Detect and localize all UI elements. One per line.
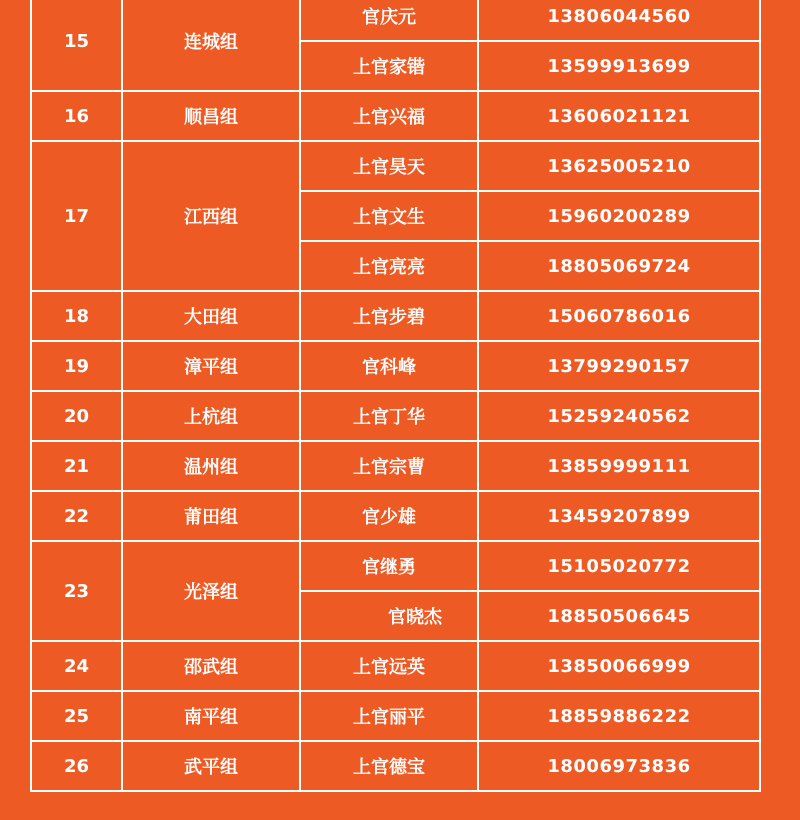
- contact-name: 官科峰: [300, 341, 478, 391]
- contact-name: 官继勇: [300, 541, 478, 591]
- contact-name: 上官丽平: [300, 691, 478, 741]
- table-row: [31, 691, 760, 741]
- table-row: [31, 0, 760, 41]
- contact-phone: 13606021121: [478, 91, 760, 141]
- table-row: [31, 441, 760, 491]
- contact-name: 官庆元: [300, 0, 478, 41]
- group-name: 邵武组: [122, 641, 300, 691]
- table-row: [31, 491, 760, 541]
- contact-phone: 15105020772: [478, 541, 760, 591]
- group-number: 18: [31, 291, 122, 341]
- contact-name: 上官亮亮: [300, 241, 478, 291]
- contact-name: 上官远英: [300, 641, 478, 691]
- contact-phone: 15060786016: [478, 291, 760, 341]
- contact-name: 官晓杰: [300, 591, 478, 641]
- table-row: [31, 341, 760, 391]
- contact-name: 上官丁华: [300, 391, 478, 441]
- group-number: 17: [31, 141, 122, 291]
- contact-table-body: [31, 0, 760, 791]
- contact-phone: 18850506645: [478, 591, 760, 641]
- group-number: 24: [31, 641, 122, 691]
- table-row: [31, 541, 760, 591]
- contact-name: 上官德宝: [300, 741, 478, 791]
- contact-table: [30, 0, 761, 792]
- group-name: 温州组: [122, 441, 300, 491]
- contact-phone: 18006973836: [478, 741, 760, 791]
- group-number: 15: [31, 0, 122, 91]
- table-row: [31, 741, 760, 791]
- contact-phone: 18859886222: [478, 691, 760, 741]
- contact-phone: 13859999111: [478, 441, 760, 491]
- contact-phone: 13459207899: [478, 491, 760, 541]
- group-number: 26: [31, 741, 122, 791]
- group-number: 20: [31, 391, 122, 441]
- group-name: 上杭组: [122, 391, 300, 441]
- contact-phone: 15259240562: [478, 391, 760, 441]
- contact-phone: 13806044560: [478, 0, 760, 41]
- table-row: [31, 391, 760, 441]
- group-number: 22: [31, 491, 122, 541]
- table-row: [31, 641, 760, 691]
- group-number: 25: [31, 691, 122, 741]
- contact-name: 上官步碧: [300, 291, 478, 341]
- group-name: 连城组: [122, 0, 300, 91]
- table-row: [31, 141, 760, 191]
- group-number: 16: [31, 91, 122, 141]
- group-name: 南平组: [122, 691, 300, 741]
- group-name: 光泽组: [122, 541, 300, 641]
- contact-name: 上官文生: [300, 191, 478, 241]
- group-name: 大田组: [122, 291, 300, 341]
- contact-phone: 13599913699: [478, 41, 760, 91]
- group-number: 19: [31, 341, 122, 391]
- table-row: [31, 91, 760, 141]
- contact-phone: 13625005210: [478, 141, 760, 191]
- contact-name: 官少雄: [300, 491, 478, 541]
- group-name: 漳平组: [122, 341, 300, 391]
- group-name: 顺昌组: [122, 91, 300, 141]
- group-number: 23: [31, 541, 122, 641]
- contact-name: 上官家锴: [300, 41, 478, 91]
- group-number: 21: [31, 441, 122, 491]
- contact-phone: 13799290157: [478, 341, 760, 391]
- contact-phone: 15960200289: [478, 191, 760, 241]
- group-name: 江西组: [122, 141, 300, 291]
- group-name: 莆田组: [122, 491, 300, 541]
- group-name: 武平组: [122, 741, 300, 791]
- contact-name: 上官宗曹: [300, 441, 478, 491]
- contact-name: 上官昊天: [300, 141, 478, 191]
- contact-phone: 18805069724: [478, 241, 760, 291]
- contact-phone: 13850066999: [478, 641, 760, 691]
- contact-name: 上官兴福: [300, 91, 478, 141]
- table-row: [31, 291, 760, 341]
